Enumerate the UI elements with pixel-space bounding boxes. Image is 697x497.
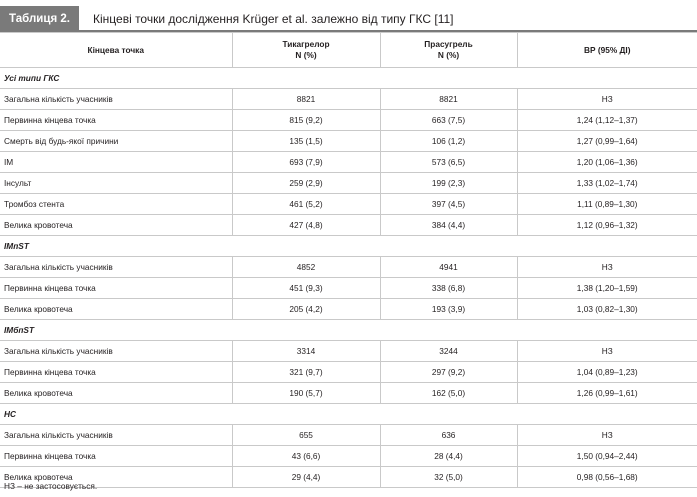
- cell-ticagrelor: 4852: [232, 257, 380, 278]
- cell-hazard-ratio: 1,20 (1,06–1,36): [517, 152, 697, 173]
- cell-hazard-ratio: 1,27 (0,99–1,64): [517, 131, 697, 152]
- cell-endpoint: Загальна кількість учасників: [0, 89, 232, 110]
- cell-prasugrel: 4941: [380, 257, 517, 278]
- cell-ticagrelor: 815 (9,2): [232, 110, 380, 131]
- cell-ticagrelor: 451 (9,3): [232, 278, 380, 299]
- header-ticagrelor-name: Тикагрелор: [282, 39, 330, 49]
- table-body: [0, 68, 697, 488]
- cell-hazard-ratio: НЗ: [517, 257, 697, 278]
- table-row: [0, 110, 697, 131]
- table-row: [0, 257, 697, 278]
- cell-prasugrel: 162 (5,0): [380, 383, 517, 404]
- cell-hazard-ratio: 1,38 (1,20–1,59): [517, 278, 697, 299]
- cell-prasugrel: 573 (6,5): [380, 152, 517, 173]
- cell-hazard-ratio: 1,50 (0,94–2,44): [517, 446, 697, 467]
- cell-prasugrel: 199 (2,3): [380, 173, 517, 194]
- section-header-row: [0, 404, 697, 425]
- cell-endpoint: Первинна кінцева точка: [0, 278, 232, 299]
- cell-ticagrelor: 205 (4,2): [232, 299, 380, 320]
- cell-hazard-ratio: НЗ: [517, 89, 697, 110]
- cell-ticagrelor: 135 (1,5): [232, 131, 380, 152]
- table-row: [0, 215, 697, 236]
- cell-endpoint: Первинна кінцева точка: [0, 362, 232, 383]
- table-row: [0, 278, 697, 299]
- cell-prasugrel: 397 (4,5): [380, 194, 517, 215]
- cell-endpoint: Первинна кінцева точка: [0, 110, 232, 131]
- table-row: [0, 362, 697, 383]
- cell-prasugrel: 636: [380, 425, 517, 446]
- header-ticagrelor-unit: N (%): [295, 50, 317, 60]
- cell-endpoint: Велика кровотеча: [0, 215, 232, 236]
- section-title: Усі типи ГКС: [0, 68, 697, 89]
- section-title: НС: [0, 404, 697, 425]
- cell-ticagrelor: 259 (2,9): [232, 173, 380, 194]
- table-row: [0, 341, 697, 362]
- cell-hazard-ratio: 1,11 (0,89–1,30): [517, 194, 697, 215]
- cell-endpoint: Загальна кількість учасників: [0, 257, 232, 278]
- cell-ticagrelor: 321 (9,7): [232, 362, 380, 383]
- table-row: [0, 383, 697, 404]
- cell-prasugrel: 8821: [380, 89, 517, 110]
- table-row: [0, 173, 697, 194]
- cell-ticagrelor: 427 (4,8): [232, 215, 380, 236]
- section-title: ІМбпST: [0, 320, 697, 341]
- cell-prasugrel: 338 (6,8): [380, 278, 517, 299]
- cell-endpoint: Велика кровотеча: [0, 383, 232, 404]
- cell-endpoint: Смерть від будь-якої причини: [0, 131, 232, 152]
- cell-endpoint: Велика кровотеча: [0, 299, 232, 320]
- cell-endpoint: Загальна кількість учасників: [0, 425, 232, 446]
- cell-prasugrel: 193 (3,9): [380, 299, 517, 320]
- table-title: Кінцеві точки дослідження Krüger et al. залежно від типу ГКС [11]: [93, 12, 454, 26]
- cell-ticagrelor: 693 (7,9): [232, 152, 380, 173]
- cell-ticagrelor: 190 (5,7): [232, 383, 380, 404]
- endpoints-table: [0, 32, 697, 488]
- header-ticagrelor: [232, 33, 380, 68]
- header-prasugrel-name: Прасугрель: [424, 39, 473, 49]
- section-header-row: [0, 320, 697, 341]
- footnote: НЗ – не застосовується.: [4, 481, 98, 491]
- cell-hazard-ratio: 0,98 (0,56–1,68): [517, 467, 697, 488]
- cell-hazard-ratio: 1,04 (0,89–1,23): [517, 362, 697, 383]
- section-title: ІМпST: [0, 236, 697, 257]
- section-header-row: [0, 68, 697, 89]
- cell-prasugrel: 297 (9,2): [380, 362, 517, 383]
- header-hazard-ratio: ВР (95% ДІ): [517, 33, 697, 68]
- table-number-label: Таблиця 2.: [0, 6, 79, 32]
- cell-ticagrelor: 655: [232, 425, 380, 446]
- table-row: [0, 194, 697, 215]
- cell-ticagrelor: 3314: [232, 341, 380, 362]
- header-prasugrel-unit: N (%): [437, 50, 460, 60]
- cell-endpoint: Велика кровотеча: [0, 467, 232, 488]
- table-row: [0, 131, 697, 152]
- table-row: [0, 467, 697, 488]
- cell-prasugrel: 28 (4,4): [380, 446, 517, 467]
- cell-endpoint: Інсульт: [0, 173, 232, 194]
- cell-endpoint: Загальна кількість учасників: [0, 341, 232, 362]
- cell-hazard-ratio: 1,24 (1,12–1,37): [517, 110, 697, 131]
- cell-endpoint: Тромбоз стента: [0, 194, 232, 215]
- table-row: [0, 152, 697, 173]
- cell-ticagrelor: 8821: [232, 89, 380, 110]
- cell-prasugrel: 3244: [380, 341, 517, 362]
- section-header-row: [0, 236, 697, 257]
- cell-ticagrelor: 461 (5,2): [232, 194, 380, 215]
- cell-hazard-ratio: 1,12 (0,96–1,32): [517, 215, 697, 236]
- cell-hazard-ratio: 1,26 (0,99–1,61): [517, 383, 697, 404]
- table-row: [0, 446, 697, 467]
- cell-prasugrel: 663 (7,5): [380, 110, 517, 131]
- cell-hazard-ratio: НЗ: [517, 425, 697, 446]
- table-row: [0, 89, 697, 110]
- table-row: [0, 299, 697, 320]
- cell-endpoint: ІМ: [0, 152, 232, 173]
- cell-hazard-ratio: 1,33 (1,02–1,74): [517, 173, 697, 194]
- cell-ticagrelor: 29 (4,4): [232, 467, 380, 488]
- cell-ticagrelor: 43 (6,6): [232, 446, 380, 467]
- header-prasugrel: [380, 33, 517, 68]
- cell-hazard-ratio: 1,03 (0,82–1,30): [517, 299, 697, 320]
- cell-prasugrel: 106 (1,2): [380, 131, 517, 152]
- cell-endpoint: Первинна кінцева точка: [0, 446, 232, 467]
- header-endpoint: Кінцева точка: [0, 33, 232, 68]
- cell-hazard-ratio: НЗ: [517, 341, 697, 362]
- table-header-row: [0, 33, 697, 68]
- cell-prasugrel: 384 (4,4): [380, 215, 517, 236]
- table-row: [0, 425, 697, 446]
- cell-prasugrel: 32 (5,0): [380, 467, 517, 488]
